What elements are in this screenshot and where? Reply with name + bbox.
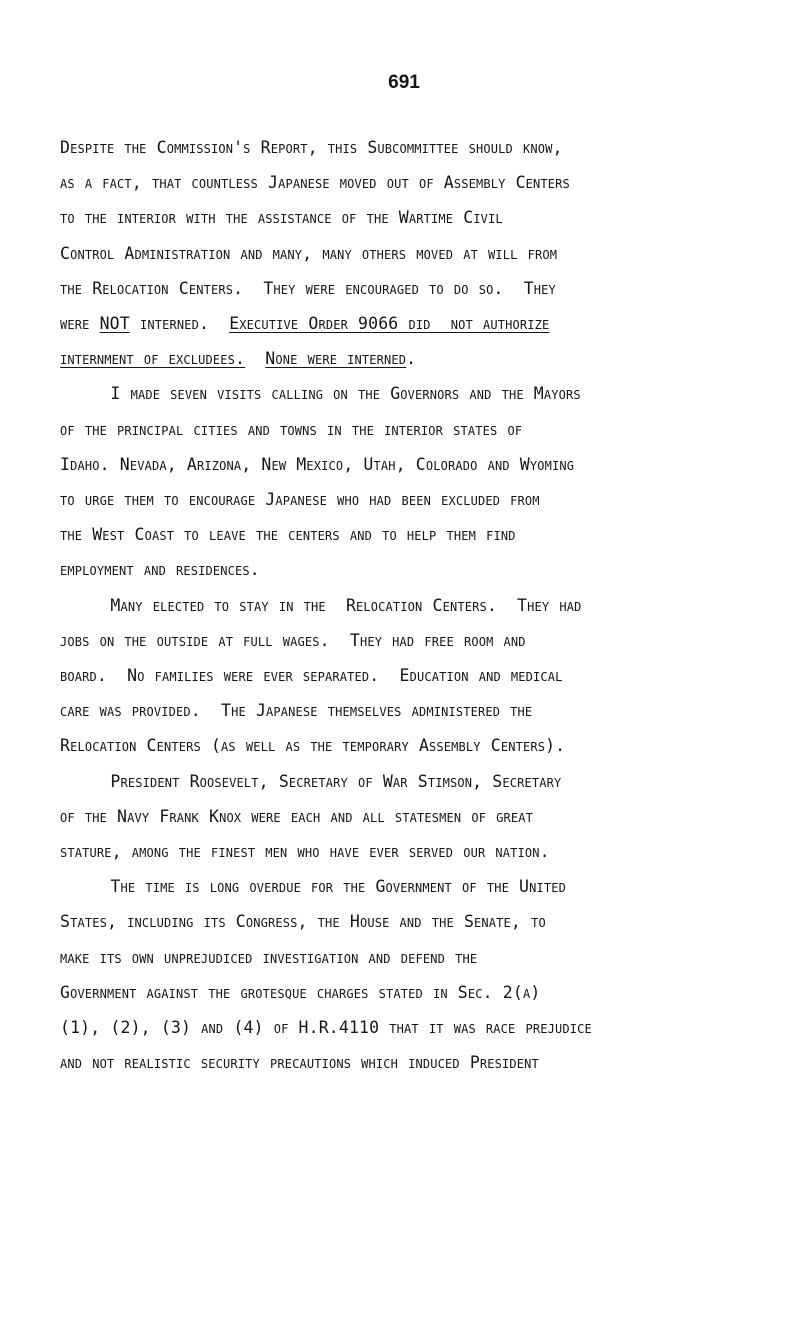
page-number: 691	[388, 72, 420, 93]
text-segment: to urge them to encourage Japanese who had been excluded from	[60, 490, 540, 509]
text-line	[60, 983, 540, 1003]
text-segment: of the principal cities and towns in the interior states of	[60, 419, 523, 439]
text-line	[60, 279, 556, 299]
text-line	[60, 666, 563, 686]
text-line	[60, 314, 549, 334]
text-segment: as a fact, that countless Japanese moved out of Assembly Centers	[60, 173, 570, 193]
text-segment: were	[60, 314, 100, 333]
text-segment: Control Administration and many, many others moved at will from	[60, 243, 558, 263]
text-line	[60, 912, 546, 932]
text-segment: care was provided. The Japanese themselves administered the	[60, 701, 533, 721]
text-segment: Government against the grotesque charges stated in Sec. 2(a)	[60, 982, 541, 1002]
text-line	[60, 173, 570, 193]
text-segment: President Roosevelt, Secretary of War Stimson, Secretary	[60, 771, 562, 791]
text-segment: stature, among the finest men who have ever served our nation.	[60, 842, 550, 861]
underlined-text: None were interned	[265, 349, 407, 369]
text-segment: Many elected to stay in the Relocation Centers. They had	[60, 595, 582, 615]
text-line	[60, 701, 532, 721]
text-line	[60, 1053, 539, 1073]
text-segment: board. No families were ever separated. Education and medical	[60, 666, 563, 685]
text-line	[60, 736, 565, 756]
text-line	[60, 877, 566, 897]
text-segment: (1), (2), (3) and (4) of H.R.4110 that it was race prejudice	[60, 1018, 592, 1037]
text-line	[60, 455, 574, 475]
text-segment	[245, 349, 265, 368]
text-segment: and not realistic security precautions which induced President	[60, 1053, 539, 1073]
text-segment: Despite the Commission's Report, this Subcommittee should know,	[60, 138, 563, 157]
text-segment: Relocation Centers (as well as the temporary Assembly Centers).	[60, 736, 566, 756]
text-segment: .	[406, 349, 417, 369]
text-line	[60, 596, 582, 616]
text-segment: States, including its Congress, the House and the Senate, to	[60, 912, 546, 932]
text-line	[60, 631, 526, 651]
text-segment: employment and residences.	[60, 560, 260, 580]
text-line	[60, 349, 416, 369]
text-line	[60, 244, 557, 264]
underlined-text: NOT	[99, 314, 130, 333]
text-line	[60, 420, 522, 440]
text-segment: I made seven visits calling on the Governors and the Mayors	[60, 384, 581, 404]
text-segment: to the interior with the assistance of the Wartime Civil	[60, 208, 503, 228]
text-line	[60, 208, 503, 228]
text-line	[60, 560, 260, 580]
text-line	[60, 384, 581, 404]
text-segment: the Relocation Centers. They were encouraged to do so. They	[60, 278, 556, 298]
underlined-text: Executive Order 9066 did not authorize	[229, 314, 550, 333]
text-segment: make its own unprejudiced investigation and defend the	[60, 947, 478, 967]
text-line	[60, 138, 563, 158]
text-line	[60, 807, 533, 827]
text-line	[60, 772, 561, 792]
text-segment: Idaho. Nevada, Arizona, New Mexico, Utah, Colorado and Wyoming	[60, 454, 575, 474]
text-segment: the West Coast to leave the centers and to help them find	[60, 525, 516, 545]
text-line	[60, 490, 540, 510]
text-line	[60, 525, 516, 545]
text-segment: of the Navy Frank Knox were each and all statesmen of great	[60, 806, 534, 826]
text-line	[60, 1018, 592, 1038]
text-line	[60, 842, 550, 862]
text-segment: The time is long overdue for the Government of the United	[60, 877, 566, 897]
text-line	[60, 948, 477, 968]
text-segment: interned.	[129, 314, 230, 333]
text-segment: jobs on the outside at full wages. They had free room and	[60, 630, 526, 650]
underlined-text: internment of excludees.	[60, 349, 246, 369]
